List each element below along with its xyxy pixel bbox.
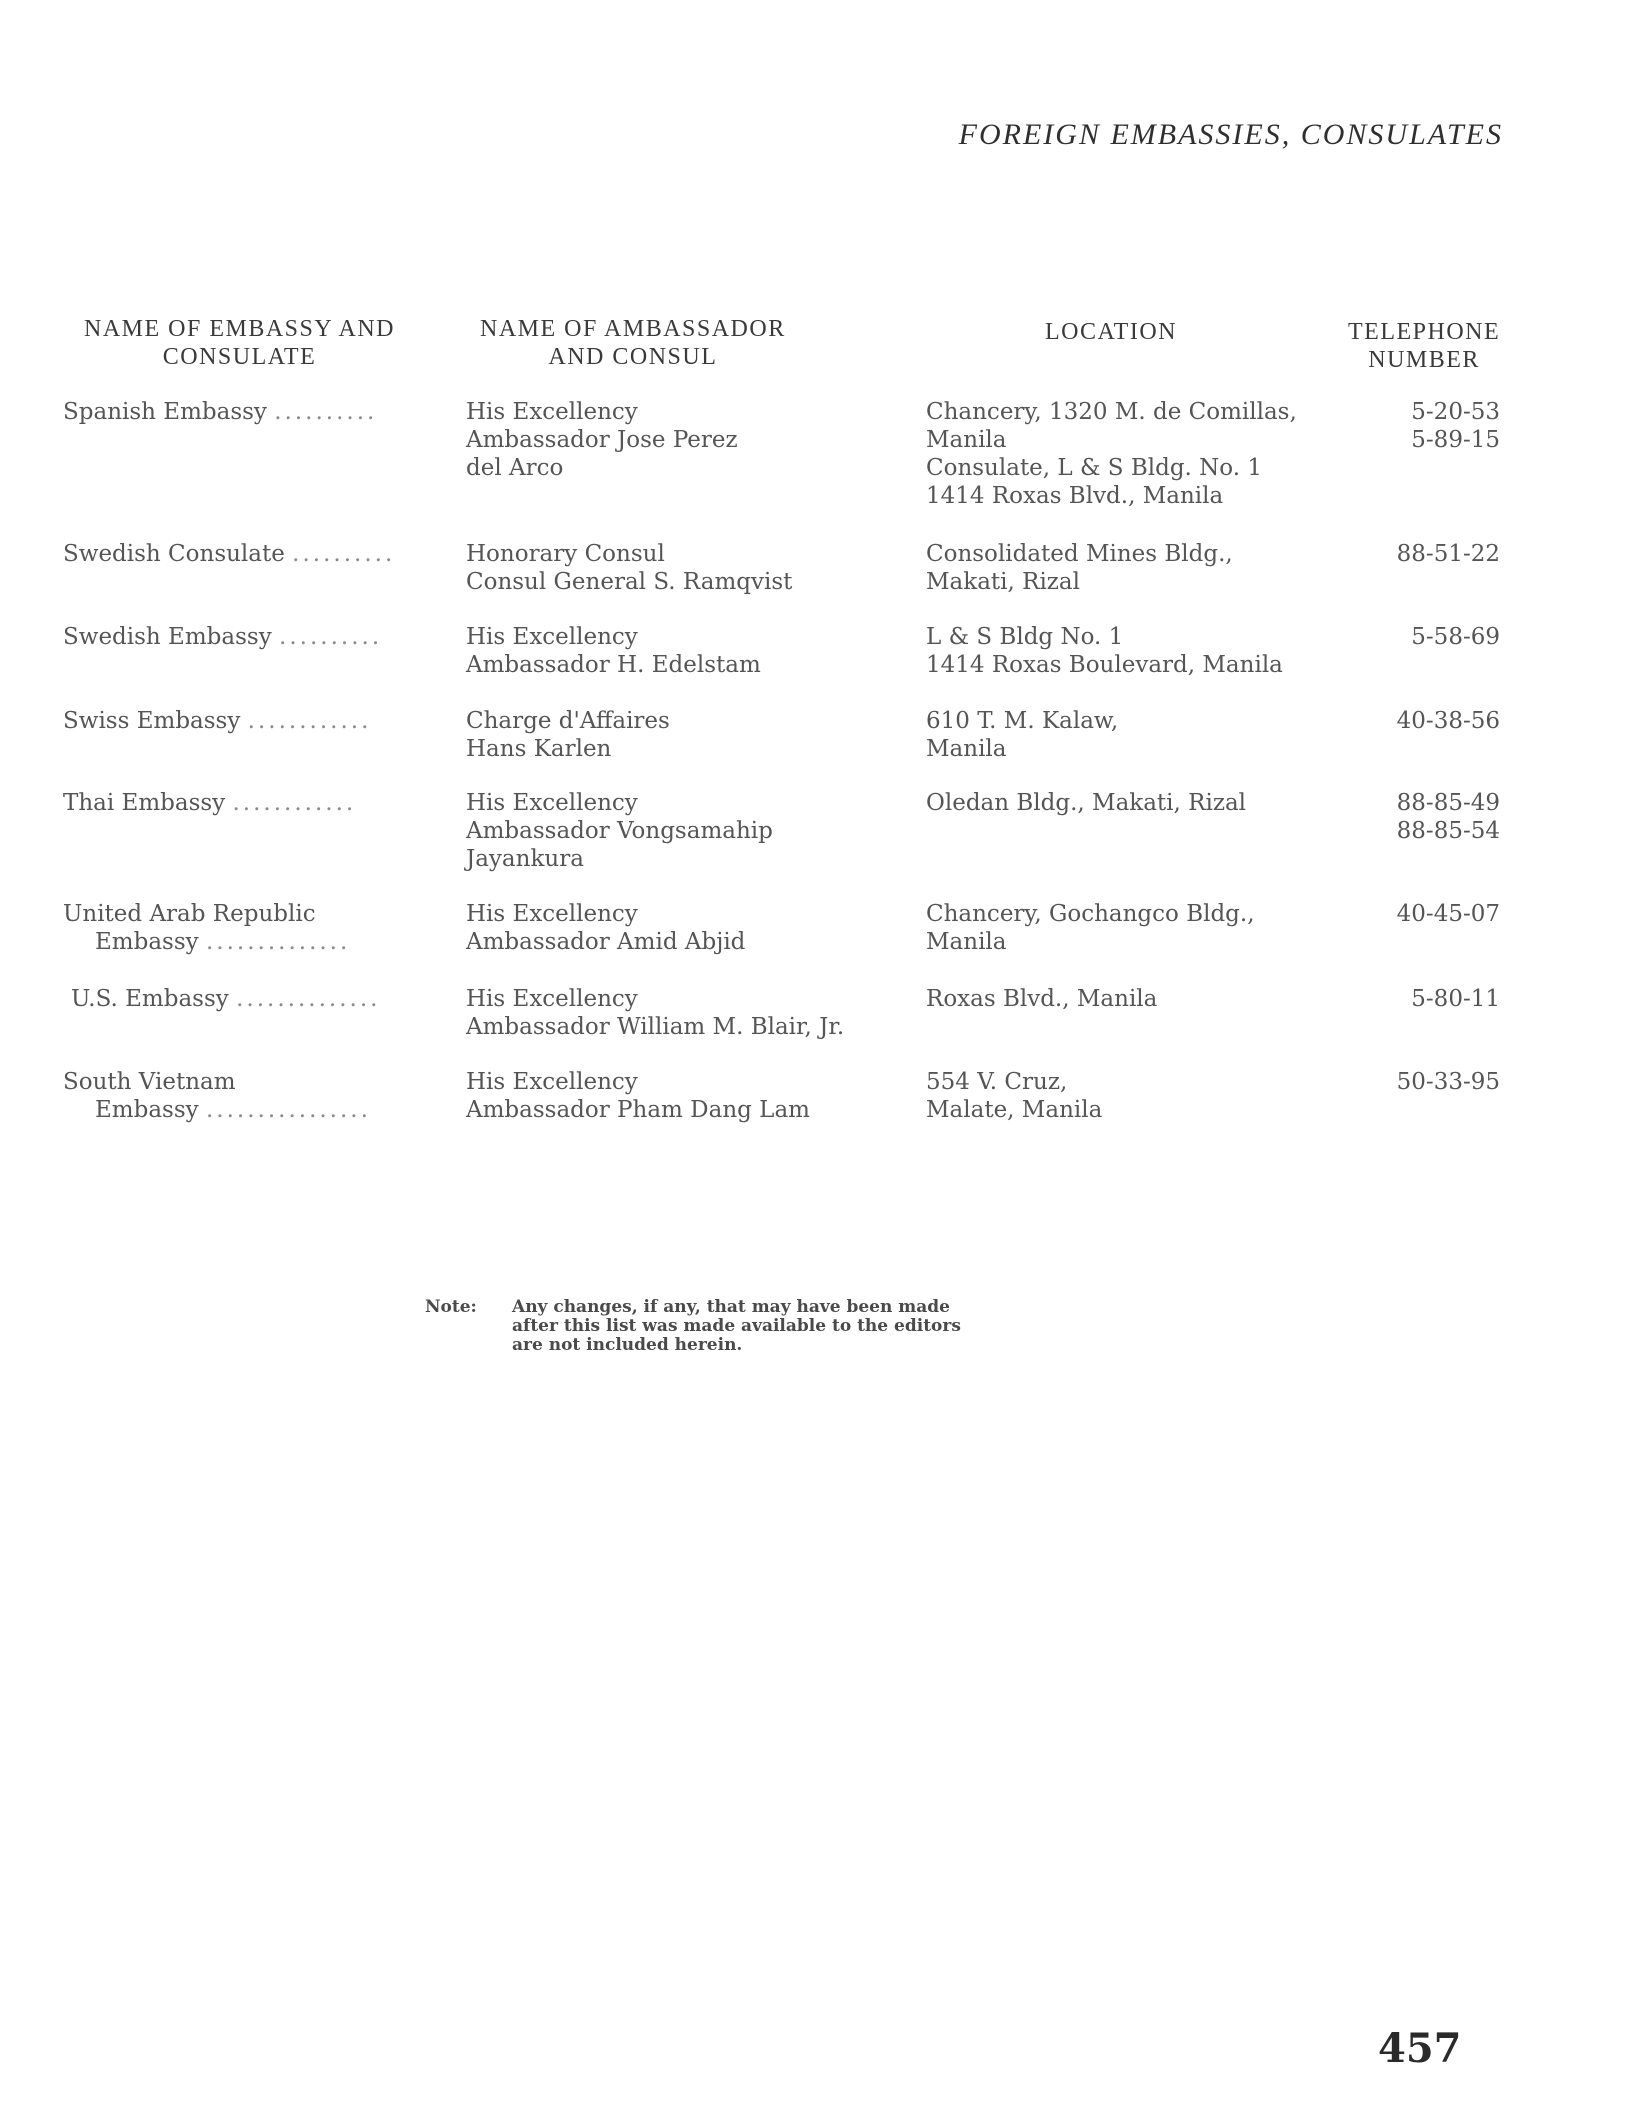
telephone-line: 5-20-53 — [1411, 399, 1500, 425]
location-cell — [926, 540, 1233, 596]
location-line: 1414 Roxas Blvd., Manila — [926, 483, 1224, 509]
telephone-line: 88-85-54 — [1396, 818, 1500, 844]
ambassador-line: His Excellency — [466, 986, 638, 1012]
ambassador-line: His Excellency — [466, 1069, 638, 1095]
ambassador-line: Ambassador William M. Blair, Jr. — [466, 1014, 845, 1040]
header-embassy-name-line-1: NAME OF EMBASSY AND — [84, 316, 395, 342]
ambassador-line: Ambassador H. Edelstam — [466, 652, 761, 678]
location-cell — [926, 1068, 1102, 1124]
embassy-name-cell — [63, 1068, 468, 1124]
note-label: Note: — [425, 1297, 477, 1317]
note-body — [512, 1298, 961, 1355]
location-line: Oledan Bldg., Makati, Rizal — [926, 790, 1247, 816]
header-location — [1045, 318, 1177, 346]
header-location-line-1: LOCATION — [1045, 319, 1177, 345]
location-line: Manila — [926, 427, 1007, 453]
header-ambassador-name-line-1: NAME OF AMBASSADOR — [480, 316, 786, 342]
embassy-name-line: Embassy .............. — [95, 929, 351, 955]
ambassador-line: His Excellency — [466, 790, 638, 816]
location-line: 1414 Roxas Boulevard, Manila — [926, 652, 1283, 678]
header-telephone-line-2: NUMBER — [1368, 347, 1480, 373]
ambassador-line: del Arco — [466, 455, 564, 481]
location-line: Manila — [926, 929, 1007, 955]
header-ambassador-name — [480, 315, 786, 371]
embassy-name-cell — [63, 707, 468, 735]
page-number: 457 — [1378, 2025, 1462, 2072]
location-line: Chancery, Gochangco Bldg., — [926, 901, 1255, 927]
embassy-name-line: Swedish Embassy .......... — [63, 624, 383, 650]
location-line: Consolidated Mines Bldg., — [926, 541, 1233, 567]
telephone-line: 5-80-11 — [1411, 986, 1500, 1012]
ambassador-line: Ambassador Pham Dang Lam — [466, 1097, 810, 1123]
telephone-cell — [1365, 623, 1500, 651]
location-line: Manila — [926, 736, 1007, 762]
telephone-line: 88-85-49 — [1396, 790, 1500, 816]
ambassador-line: Ambassador Amid Abjid — [466, 929, 746, 955]
ambassador-line: Charge d'Affaires — [466, 708, 670, 734]
ambassador-line: Honorary Consul — [466, 541, 665, 567]
embassy-name-cell — [63, 540, 468, 568]
ambassador-cell — [466, 1068, 810, 1124]
embassy-name-cell — [63, 789, 468, 817]
running-head: FOREIGN EMBASSIES, CONSULATES — [958, 118, 1503, 151]
header-embassy-name-line-2: CONSULATE — [162, 344, 317, 370]
ambassador-line: His Excellency — [466, 624, 638, 650]
telephone-line: 50-33-95 — [1396, 1069, 1500, 1095]
embassy-name-cell — [63, 398, 468, 426]
ambassador-line: Ambassador Vongsamahip — [466, 818, 773, 844]
ambassador-cell — [466, 900, 745, 956]
location-line: Chancery, 1320 M. de Comillas, — [926, 399, 1297, 425]
header-telephone-line-1: TELEPHONE — [1348, 319, 1501, 345]
ambassador-line: Hans Karlen — [466, 736, 612, 762]
location-cell — [926, 789, 1246, 817]
location-cell — [926, 900, 1255, 956]
header-telephone — [1348, 318, 1500, 374]
location-line: Makati, Rizal — [926, 569, 1080, 595]
telephone-cell — [1365, 398, 1500, 454]
header-ambassador-name-line-2: AND CONSUL — [548, 344, 718, 370]
ambassador-cell — [466, 985, 844, 1041]
embassy-name-cell — [63, 985, 468, 1013]
ambassador-cell — [466, 789, 773, 873]
telephone-line: 40-45-07 — [1396, 901, 1500, 927]
note-line: Any changes, if any, that may have been made — [512, 1297, 950, 1317]
note-line: are not included herein. — [512, 1335, 743, 1355]
embassy-name-line: Swedish Consulate .......... — [63, 541, 396, 567]
ambassador-cell — [466, 540, 792, 596]
telephone-cell — [1365, 789, 1500, 845]
telephone-cell — [1365, 540, 1500, 568]
embassy-name-cell — [63, 623, 468, 651]
location-cell — [926, 707, 1118, 763]
location-line: Consulate, L & S Bldg. No. 1 — [926, 455, 1263, 481]
telephone-line: 88-51-22 — [1396, 541, 1500, 567]
location-line: Roxas Blvd., Manila — [926, 986, 1158, 1012]
header-embassy-name — [84, 315, 395, 371]
telephone-cell — [1365, 985, 1500, 1013]
ambassador-line: Ambassador Jose Perez — [466, 427, 738, 453]
ambassador-cell — [466, 623, 761, 679]
location-cell — [926, 398, 1297, 510]
location-line: Malate, Manila — [926, 1097, 1103, 1123]
telephone-cell — [1365, 900, 1500, 928]
embassy-name-line: Thai Embassy ............ — [63, 790, 357, 816]
embassy-name-line: Embassy ................ — [95, 1097, 371, 1123]
embassy-name-line: South Vietnam — [63, 1069, 236, 1095]
location-cell — [926, 985, 1157, 1013]
embassy-name-cell — [63, 900, 468, 956]
location-line: 554 V. Cruz, — [926, 1069, 1068, 1095]
telephone-cell — [1365, 1068, 1500, 1096]
ambassador-line: His Excellency — [466, 901, 638, 927]
ambassador-cell — [466, 398, 738, 482]
ambassador-line: Jayankura — [466, 846, 584, 872]
telephone-line: 5-58-69 — [1411, 624, 1500, 650]
embassy-name-line: U.S. Embassy .............. — [71, 986, 381, 1012]
telephone-line: 40-38-56 — [1396, 708, 1500, 734]
embassy-name-line: United Arab Republic — [63, 901, 316, 927]
location-line: 610 T. M. Kalaw, — [926, 708, 1119, 734]
ambassador-cell — [466, 707, 670, 763]
embassy-name-line: Spanish Embassy .......... — [63, 399, 378, 425]
note-line: after this list was made available to the editors — [512, 1316, 961, 1336]
ambassador-line: Consul General S. Ramqvist — [466, 569, 793, 595]
telephone-line: 5-89-15 — [1411, 427, 1500, 453]
telephone-cell — [1365, 707, 1500, 735]
location-cell — [926, 623, 1283, 679]
ambassador-line: His Excellency — [466, 399, 638, 425]
embassy-name-line: Swiss Embassy ............ — [63, 708, 372, 734]
location-line: L & S Bldg No. 1 — [926, 624, 1124, 650]
